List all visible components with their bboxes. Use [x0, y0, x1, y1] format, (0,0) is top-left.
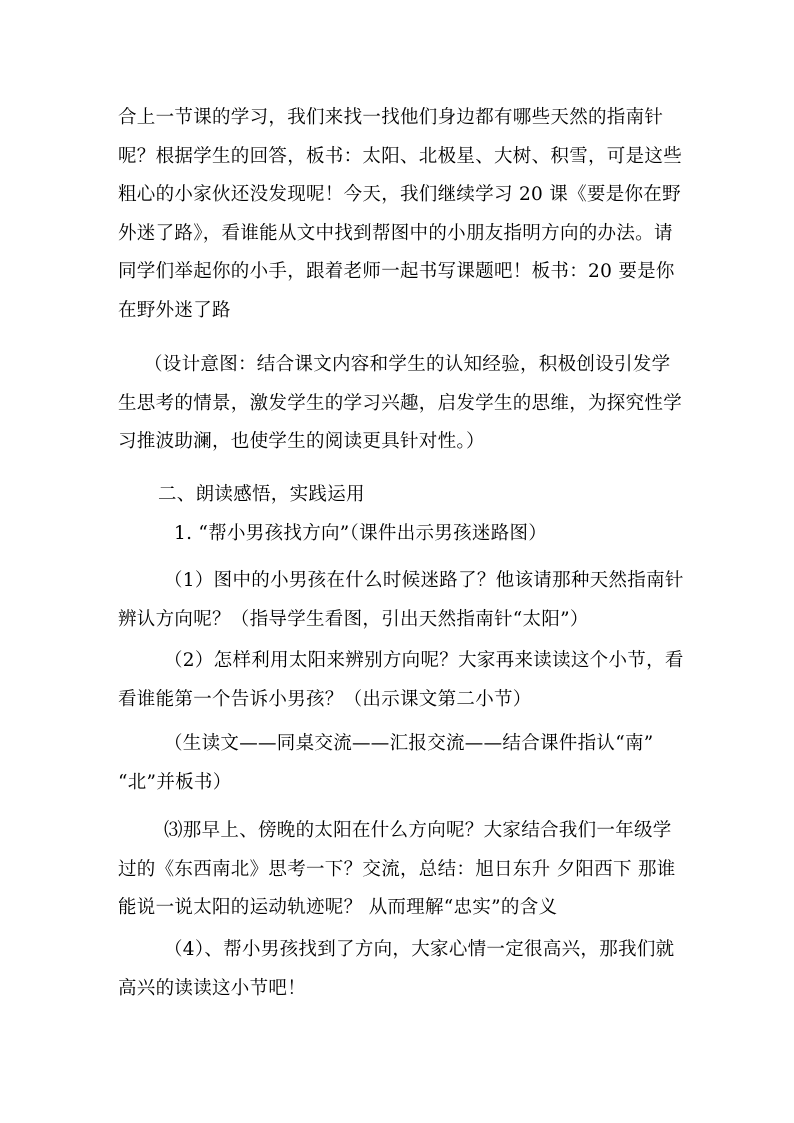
paragraph-intro-continuation — [118, 99, 683, 330]
text-line: （1）图中的小男孩在什么时候迷路了？他该请那种天然指南针 — [164, 570, 684, 591]
text-line: 辨认方向呢？（指导学生看图，引出天然指南针“太阳”） — [118, 608, 589, 630]
text-line: （设计意图：结合课文内容和学生的认知经验，积极创设引发学 — [144, 354, 671, 375]
text-line: “北”并板书） — [118, 771, 232, 793]
text-line: 看谁能第一个告诉小男孩？（出示课文第二小节） — [118, 688, 532, 710]
section-heading — [118, 476, 678, 515]
text-line: （2）怎样利用太阳来辨别方向呢？大家再来读读这个小节，看 — [164, 650, 684, 671]
text-line: 高兴的读读这小节吧！ — [118, 977, 307, 999]
text-line: 二、朗读感悟，实践运用 — [158, 484, 365, 505]
paragraph-activity-note — [118, 725, 678, 802]
text-line: 能说一说太阳的运动轨迹呢？ 从而理解“忠实”的含义 — [118, 897, 558, 918]
text-line: 外迷了路》，看谁能从文中找到帮图中的小朋友指明方向的办法。请 — [118, 222, 673, 244]
text-line: 生思考的情景，激发学生的学习兴趣，启发学生的思维，为探究性学 — [118, 392, 683, 414]
text-line: 合上一节课的学习，我们来找一找他们身边都有哪些天然的指南针 — [118, 107, 664, 128]
paragraph-step-2 — [118, 642, 684, 719]
text-line: 呢？根据学生的回答，板书：太阳、北极星、大树、积雪，可是这些 — [118, 145, 683, 167]
paragraph-step-4 — [118, 931, 678, 1008]
paragraph-design-intent — [118, 346, 683, 462]
text-line: 1. “帮小男孩找方向”（课件出示男孩迷路图） — [174, 523, 548, 544]
text-line: 粗心的小家伙还没发现呢！今天，我们继续学习 20 课《要是你在野 — [118, 184, 681, 205]
subsection-heading — [118, 515, 678, 554]
paragraph-step-1 — [118, 562, 684, 639]
text-line: 过的《东西南北》思考一下？交流，总结：旭日东升 夕阳西下 那谁 — [118, 858, 676, 880]
text-line: 习推波助澜，也使学生的阅读更具针对性。） — [118, 431, 485, 452]
paragraph-step-3 — [118, 812, 678, 928]
text-line: 在野外迷了路 — [118, 299, 231, 321]
text-line: （生读文——同桌交流——汇报交流——结合课件指认“南” — [164, 733, 654, 754]
text-line: ⑶那早上、傍晚的太阳在什么方向呢？大家结合我们一年级学 — [164, 820, 672, 841]
text-line: 同学们举起你的小手，跟着老师一起书写课题吧！板书：20 要是你 — [118, 261, 675, 282]
text-line: （4）、帮小男孩找到了方向，大家心情一定很高兴，那我们就 — [164, 939, 675, 960]
